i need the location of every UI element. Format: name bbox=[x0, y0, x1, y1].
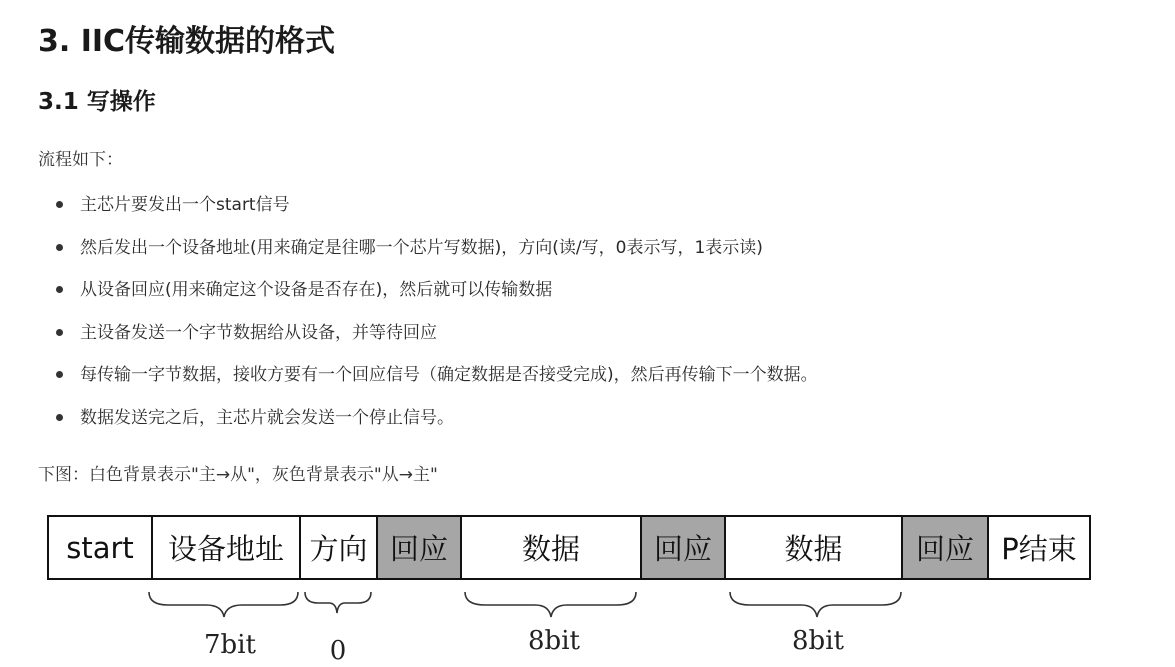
bullet-icon bbox=[56, 244, 63, 251]
list-item bbox=[38, 231, 818, 274]
frame-cell-start: start bbox=[49, 517, 153, 578]
brace-label-address: 7bit bbox=[204, 630, 256, 660]
bullet-icon bbox=[56, 414, 63, 421]
diagram-caption: 下图：白色背景表示"主→从"，灰色背景表示"从→主" bbox=[38, 465, 438, 485]
frame-cell-data: 数据 bbox=[726, 517, 903, 578]
frame-cell-ack: 回应 bbox=[642, 517, 726, 578]
iic-frame-diagram bbox=[47, 515, 1091, 580]
list-item-text: 数据发送完之后，主芯片就会发送一个停止信号。 bbox=[80, 407, 454, 428]
brace-label-data-2: 8bit bbox=[792, 626, 844, 656]
list-item bbox=[38, 401, 818, 444]
brace-data-1 bbox=[465, 592, 636, 617]
frame-cell-address: 设备地址 bbox=[153, 517, 301, 578]
list-item bbox=[38, 358, 818, 401]
brace-label-direction: 0 bbox=[329, 636, 347, 666]
brace-label-data-1: 8bit bbox=[528, 626, 580, 656]
brace-address bbox=[149, 592, 298, 617]
frame-cell-direction: 方向 bbox=[301, 517, 378, 578]
frame-cell-ack: 回应 bbox=[378, 517, 462, 578]
list-item-text: 主设备发送一个字节数据给从设备，并等待回应 bbox=[80, 322, 437, 343]
section-heading: 3. IIC传输数据的格式 bbox=[38, 24, 336, 59]
frame-cell-stop: P结束 bbox=[1001, 532, 1077, 566]
list-item-text: 然后发出一个设备地址(用来确定是往哪一个芯片写数据)，方向(读/写，0表示写，1表示读) bbox=[80, 237, 763, 258]
list-item-text: 每传输一字节数据，接收方要有一个回应信号（确定数据是否接受完成)，然后再传输下一个数据。 bbox=[80, 365, 818, 385]
list-item-text: 从设备回应(用来确定这个设备是否存在)，然后就可以传输数据 bbox=[80, 280, 553, 300]
bit-braces bbox=[0, 585, 1175, 667]
bullet-icon bbox=[56, 371, 63, 378]
bullet-icon bbox=[56, 286, 63, 293]
subsection-heading: 3.1 写操作 bbox=[38, 89, 156, 115]
list-item bbox=[38, 273, 818, 316]
frame-cell-ack: 回应 bbox=[903, 517, 989, 578]
list-item-text: 主芯片要发出一个start信号 bbox=[80, 195, 290, 215]
frame-cell-data: 数据 bbox=[462, 517, 642, 578]
list-item bbox=[38, 316, 818, 359]
list-item bbox=[38, 188, 818, 231]
bullet-icon bbox=[56, 329, 63, 336]
intro-text: 流程如下： bbox=[38, 150, 123, 170]
brace-data-2 bbox=[730, 592, 901, 617]
brace-direction bbox=[305, 592, 371, 613]
bullet-icon bbox=[56, 201, 63, 208]
steps-list bbox=[38, 188, 818, 443]
